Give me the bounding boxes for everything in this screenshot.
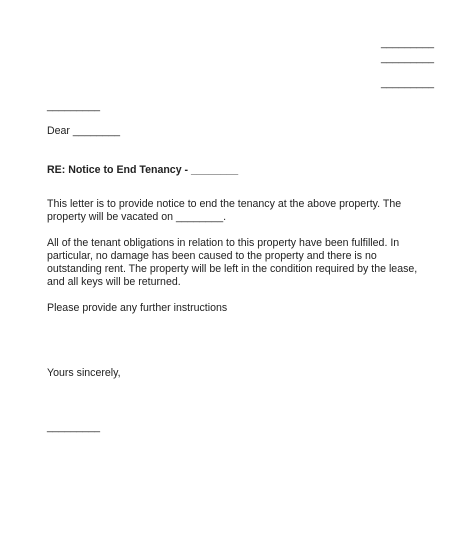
closing: Yours sincerely,: [47, 367, 121, 379]
sender-address-line-2: _________: [381, 52, 435, 64]
salutation: Dear ________: [47, 125, 121, 137]
body-paragraph-3: Please provide any further instructions: [47, 302, 228, 314]
body-paragraph-1: This letter is to provide notice to end the tenancy at the above property. The property will be vacated on ________.: [47, 198, 402, 223]
signature-line: _________: [47, 421, 101, 433]
body-paragraph-2: All of the tenant obligations in relation to this property have been fulfilled. In particular, no damage has been caused to the property and there is no outstanding rent. The property will be left in the condition required by the lease, and all keys will be returned.: [47, 237, 418, 288]
recipient-line: _________: [47, 100, 101, 112]
sender-address-line-1: _________: [381, 37, 435, 49]
sender-address-line-3: _________: [381, 77, 435, 89]
subject-line: RE: Notice to End Tenancy - ________: [47, 164, 239, 176]
